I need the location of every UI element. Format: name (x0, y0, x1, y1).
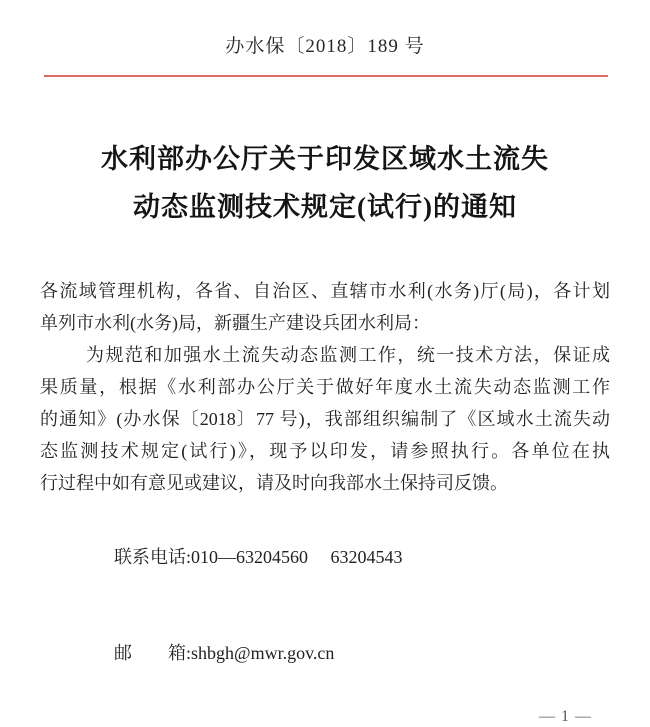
contact-phone-line (78, 509, 610, 605)
contact-email-value: shbgh@mwr.gov.cn (191, 643, 335, 663)
salutation-line-2: 单列市水利(水务)局，新疆生产建设兵团水利局： (40, 313, 430, 333)
salutation-line-1: 各流域管理机构，各省、自治区、直辖市水利(水务)厅(局)，各计划 (40, 281, 610, 301)
body-line-2: 果质量，根据《水利部办公厅关于做好年度水土流失动态监测工作 (40, 377, 610, 397)
doc-title (0, 135, 650, 231)
contact-phone-value: 010—63204560 63204543 (191, 547, 403, 567)
doc-title-line-1: 水利部办公厅关于印发区域水土流失 (101, 144, 549, 174)
document-page (0, 34, 650, 725)
red-divider-line (44, 75, 608, 77)
contact-block (40, 509, 610, 701)
page-footer (0, 707, 650, 727)
doc-number: 办水保〔2018〕189 号 (225, 36, 425, 57)
body-line-4: 态监测技术规定(试行)》，现予以印发，请参照执行。各单位在执 (40, 441, 610, 461)
page-number: — 1 — (539, 708, 592, 725)
body-line-1: 为规范和加强水土流失动态监测工作，统一技术方法，保证成 (86, 345, 610, 365)
contact-email-label: 邮 箱: (114, 643, 192, 663)
contact-email-line (78, 605, 610, 701)
contact-phone-label: 联系电话: (114, 547, 192, 567)
doc-title-line-2: 动态监测技术规定(试行)的通知 (133, 192, 517, 222)
document-body (40, 275, 610, 701)
body-line-5: 行过程中如有意见或建议，请及时向我部水土保持司反馈。 (40, 473, 508, 493)
body-line-3: 的通知》(办水保〔2018〕77 号)，我部组织编制了《区域水土流失动 (40, 409, 610, 429)
